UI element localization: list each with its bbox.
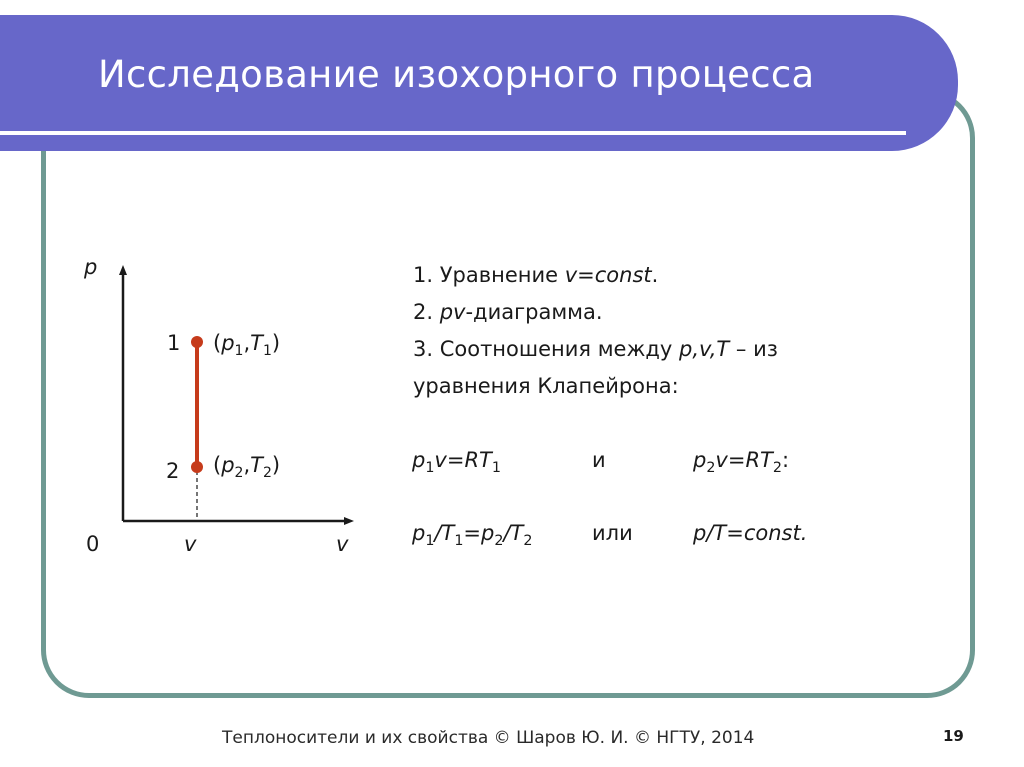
footer-text: Теплоносители и их свойства © Шаров Ю. И. © НГТУ, 2014	[222, 728, 755, 748]
list-item-1	[413, 257, 883, 294]
point-2-t-sub: 2	[262, 465, 272, 481]
list-item-2-text: 2.	[413, 300, 440, 324]
equation-4: p/T=const.	[693, 521, 808, 545]
eq3-t1-sub: 1	[454, 532, 464, 549]
equation-1	[412, 448, 501, 476]
paren-open: (	[213, 453, 222, 477]
and-word: и	[592, 448, 606, 472]
paren-close: )	[271, 453, 281, 477]
eq2-end: :	[781, 448, 790, 472]
eq2-t-sub: 2	[772, 459, 782, 476]
slide-title: Исследование изохорного процесса	[98, 53, 815, 96]
or-word: или	[592, 521, 633, 545]
list-item-3-text: 3. Соотношения между	[413, 337, 680, 361]
point-2-label	[213, 453, 280, 481]
origin-label: 0	[86, 532, 100, 556]
list-item-2-suffix: -диаграмма.	[465, 300, 603, 324]
eq2-p: p	[693, 448, 707, 472]
topic-list	[413, 257, 883, 405]
eq1-p: p	[412, 448, 426, 472]
eq1-mid: v=RT	[434, 448, 492, 472]
eq1-t-sub: 1	[491, 459, 501, 476]
list-item-3	[413, 331, 883, 368]
point-1-number: 1	[167, 331, 181, 355]
point-1-p: p	[221, 331, 235, 355]
equation-3	[412, 521, 533, 549]
point-2-p: p	[221, 453, 235, 477]
equation-2	[693, 448, 790, 476]
point-2-p-sub: 2	[234, 465, 244, 481]
list-item-3-continued: уравнения Клапейрона:	[413, 374, 679, 398]
list-item-2	[413, 294, 883, 331]
list-item-1-text: 1. Уравнение	[413, 263, 565, 287]
eq2-p-sub: 2	[706, 459, 716, 476]
eq3-eq: =p	[463, 521, 495, 545]
list-item-1-formula: v=const	[564, 263, 652, 287]
p-axis-label: p	[84, 255, 98, 279]
eq3-p2-sub: 2	[494, 532, 504, 549]
list-item-1-suffix: .	[651, 263, 659, 287]
list-item-3-formula: p,v,T	[679, 337, 730, 361]
eq2-mid: v=RT	[715, 448, 773, 472]
eq3-p1-sub: 1	[425, 532, 435, 549]
v-axis-label: v	[336, 532, 349, 556]
point-1-label	[213, 331, 280, 359]
point-2-marker	[191, 461, 203, 473]
point-1-marker	[191, 336, 203, 348]
eq3-p: p	[412, 521, 426, 545]
paren-open: (	[213, 331, 222, 355]
eq3-slash1: /T	[434, 521, 455, 545]
list-item-2-formula: pv	[439, 300, 466, 324]
eq1-p-sub: 1	[425, 459, 435, 476]
list-item-3-suffix: – из	[729, 337, 778, 361]
comma: ,	[243, 453, 251, 477]
paren-close: )	[271, 331, 281, 355]
point-2-number: 2	[166, 459, 180, 483]
page-number: 19	[943, 727, 964, 745]
eq3-slash2: /T	[503, 521, 524, 545]
eq3-t2-sub: 2	[523, 532, 533, 549]
point-1-p-sub: 1	[234, 343, 244, 359]
point-1-t-sub: 1	[262, 343, 272, 359]
point-1-t: T	[250, 331, 263, 355]
point-2-t: T	[250, 453, 263, 477]
v-tick-label: v	[184, 532, 197, 556]
comma: ,	[243, 331, 251, 355]
